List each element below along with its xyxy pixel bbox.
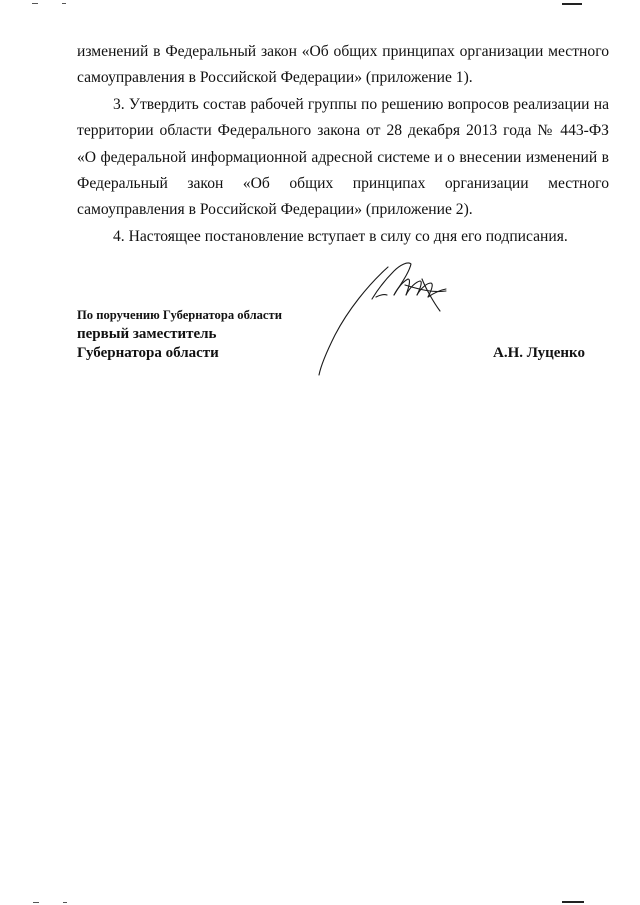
scan-mark-top-right <box>562 3 582 5</box>
paragraph-item-4: 4. Настоящее постановление вступает в силу со дня его подписания. <box>113 227 568 245</box>
paragraph-continuation: изменений в Федеральный закон «Об общих принципах организации местного самоуправления в Российской Федерации» (приложение 1). <box>77 43 609 87</box>
signature-position-line-1: первый заместитель <box>77 326 217 342</box>
signature-position-line-2: Губернатора области <box>77 345 219 361</box>
paragraph-item-3: 3. Утвердить состав рабочей группы по решению вопросов реализации на территории области Федерального закона от 28 декабря 2013 года № 443-ФЗ «О федеральной информационной адресной системе и о внесении изменений в Федеральный закон «Об общих принципах организации местного самоуправления в Российской Федерации» (приложение 2). <box>77 95 609 219</box>
scan-mark-top-left-2 <box>62 3 66 4</box>
scan-mark-bottom-left-2 <box>63 902 67 903</box>
document-body <box>77 39 609 250</box>
handwritten-signature <box>310 255 470 380</box>
signatory-name: А.Н. Луценко <box>493 345 585 361</box>
scan-mark-bottom-left <box>33 902 39 903</box>
scan-mark-top-left <box>32 3 38 4</box>
signature-authority-line: По поручению Губернатора области <box>77 308 282 322</box>
scan-mark-bottom-right <box>562 901 584 903</box>
